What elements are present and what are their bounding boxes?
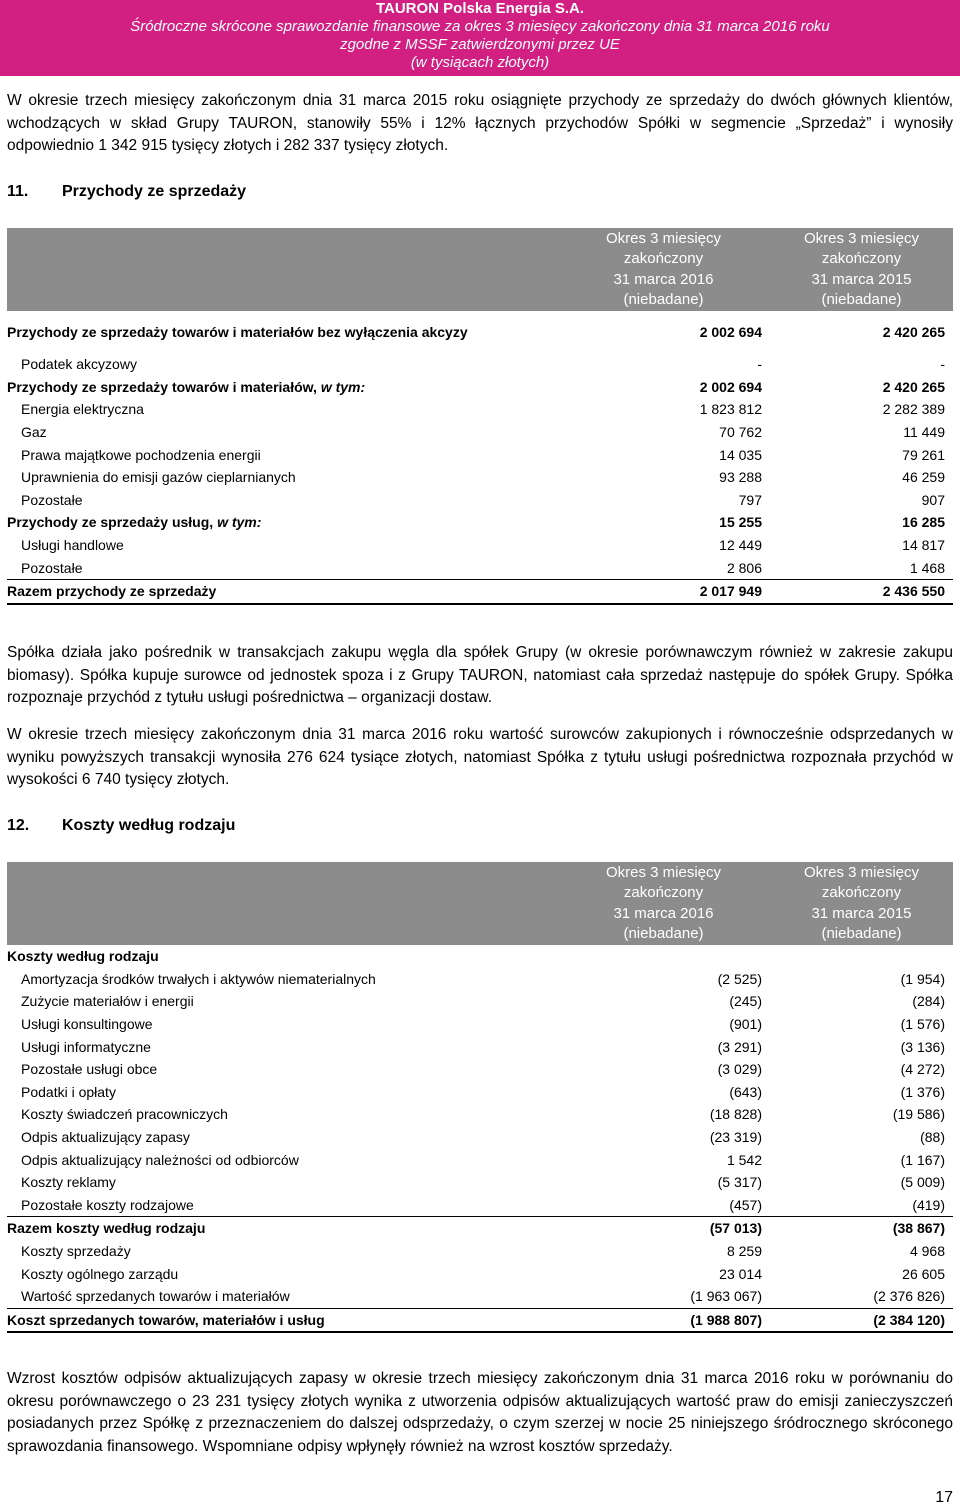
table-row: Usługi konsultingowe (901) (1 576)	[21, 1016, 945, 1033]
total-row: Koszt sprzedanych towarów, materiałów i usług (1 988 807) (2 384 120)	[7, 1308, 953, 1332]
table-row: Koszty ogólnego zarządu 23 014 26 605	[21, 1265, 945, 1282]
table-row: Pozostałe usługi obce (3 029) (4 272)	[21, 1061, 945, 1078]
column-header-2016: Okres 3 miesięcy zakończony 31 marca 2016 (niebadane)	[557, 228, 770, 311]
subtotal-row: Razem koszty według rodzaju (57 013) (38 867)	[7, 1217, 953, 1240]
page-number: 17	[935, 1489, 953, 1506]
costs-table	[7, 862, 953, 1333]
company-name: TAURON Polska Energia S.A.	[375, 0, 585, 17]
table-row: Usługi handlowe 12 449 14 817	[21, 537, 945, 554]
table-row: Koszty sprzedaży 8 259 4 968	[21, 1243, 945, 1260]
table-row: Koszty świadczeń pracowniczych (18 828) (19 586)	[21, 1106, 945, 1123]
report-standard: zgodne z MSSF zatwierdzonymi przez UE	[340, 36, 620, 53]
group-label-row: Koszty według rodzaju	[7, 948, 159, 965]
table-row: Podatek akcyzowy - -	[21, 356, 945, 373]
table-row: Pozostałe 2 806 1 468	[21, 559, 945, 576]
column-header-2016: Okres 3 miesięcy zakończony 31 marca 2016 (niebadane)	[557, 862, 770, 945]
agent-paragraph-2: W okresie trzech miesięcy zakończonym dnia 31 marca 2016 roku wartość surowców zakupionych i równocześnie odsprzedanych w wyniku powyższych transakcji wynosiła 276 624 tysiące złotych, natomiast Spółka z tytułu usługi pośrednictwa rozpoznała przychód w wysokości 6 740 tysięcy złotych.	[7, 726, 953, 789]
section-12-heading	[7, 817, 235, 835]
table-row: Prawa majątkowe pochodzenia energii 14 035 79 261	[21, 446, 945, 463]
table-row: Wartość sprzedanych towarów i materiałów (1 963 067) (2 376 826)	[21, 1288, 945, 1305]
section-number: 12.	[7, 817, 30, 834]
closing-paragraph: Wzrost kosztów odpisów aktualizujących zapasy w okresie trzech miesięcy zakończonym dnia 31 marca 2016 roku w porównaniu do okresu porównawczego o 23 231 tysięcy złotych wynika z utworzenia odpisów aktualizujących wartość praw do emisji zanieczyszczeń posiadanych przez Spółkę z przeznaczeniem do dalszej odsprzedaży, o czym szerzej w nocie 25 niniejszego śródrocznego skróconego sprawozdania finansowego. Wspomniane odpisy wpłynęły również na wzrost kosztów sprzedaży.	[7, 1370, 953, 1455]
table-header-blank	[7, 862, 557, 945]
table-row: Odpis aktualizujący należności od odbiorców 1 542 (1 167)	[21, 1151, 945, 1168]
agent-paragraph-1: Spółka działa jako pośrednik w transakcjach zakupu węgla dla spółek Grupy (w okresie porównawczym również w zakresie zakupu biomasy). Spółka kupuje surowce od jednostek spoza i z Grupy TAURON, natomiast cała sprzedaż następuje do spółek Grupy. Spółka rozpoznaje przychód z tytułu usługi pośrednictwa – organizacji dostaw.	[7, 644, 953, 707]
intro-paragraph: W okresie trzech miesięcy zakończonym dnia 31 marca 2015 roku osiągnięte przychody ze sprzedaży do dwóch głównych klientów, wchodzących w skład Grupy TAURON, stanowiły 55% i 12% łącznych przychodów Spółki w segmencie „Sprzedaż” i wynosiły odpowiednio 1 342 915 tysięcy złotych i 282 337 tysięcy złotych.	[7, 92, 953, 155]
report-title: Śródroczne skrócone sprawozdanie finansowe za okres 3 miesięcy zakończony dnia 31 marca 2016 roku	[130, 18, 830, 35]
page-header	[0, 0, 960, 74]
revenue-table	[7, 228, 953, 605]
total-row: Razem przychody ze sprzedaży 2 017 949 2 436 550	[7, 579, 953, 603]
section-title: Koszty według rodzaju	[62, 817, 236, 834]
section-title: Przychody ze sprzedaży	[62, 183, 247, 200]
table-row: Przychody ze sprzedaży towarów i materiałów bez wyłączenia akcyzy 2 002 694 2 420 265	[7, 323, 945, 340]
table-row: Uprawnienia do emisji gazów cieplarnianych 93 288 46 259	[21, 469, 945, 486]
table-row: Przychody ze sprzedaży usług, w tym: 15 255 16 285	[7, 514, 945, 531]
table-row: Gaz 70 762 11 449	[21, 424, 945, 441]
section-11-heading	[7, 183, 246, 201]
table-row: Energia elektryczna 1 823 812 2 282 389	[21, 401, 945, 418]
table-row: Podatki i opłaty (643) (1 376)	[21, 1083, 945, 1100]
column-header-2015: Okres 3 miesięcy zakończony 31 marca 2015 (niebadane)	[770, 228, 953, 311]
table-row: Przychody ze sprzedaży towarów i materiałów, w tym: 2 002 694 2 420 265	[7, 378, 945, 395]
table-row: Pozostałe 797 907	[21, 491, 945, 508]
table-row: Pozostałe koszty rodzajowe (457) (419)	[21, 1196, 945, 1213]
table-row: Usługi informatyczne (3 291) (3 136)	[21, 1038, 945, 1055]
table-row: Odpis aktualizujący zapasy (23 319) (88)	[21, 1129, 945, 1146]
column-header-2015: Okres 3 miesięcy zakończony 31 marca 2015 (niebadane)	[770, 862, 953, 945]
table-row: Amortyzacja środków trwałych i aktywów niematerialnych (2 525) (1 954)	[21, 970, 945, 987]
report-unit: (w tysiącach złotych)	[410, 54, 550, 71]
table-row: Zużycie materiałów i energii (245) (284)	[21, 993, 945, 1010]
table-row: Koszty reklamy (5 317) (5 009)	[21, 1174, 945, 1191]
table-header-blank	[7, 228, 557, 311]
header-rule	[0, 74, 960, 76]
section-number: 11.	[7, 183, 29, 200]
